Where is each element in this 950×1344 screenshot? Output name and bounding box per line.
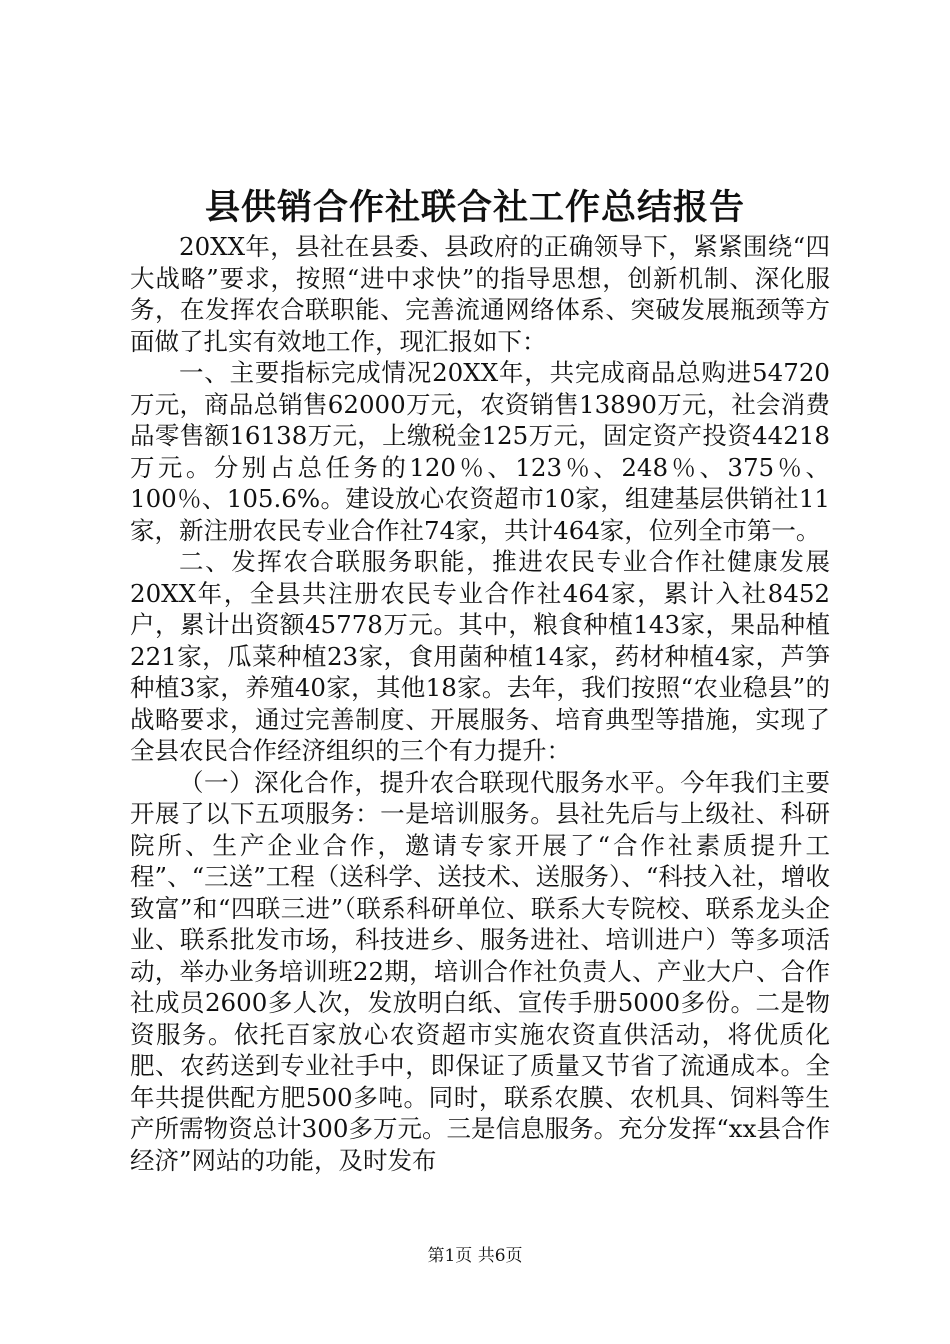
page-number-footer: 第1页 共6页	[427, 1246, 523, 1266]
document-title: 县供销合作社联合社工作总结报告	[204, 187, 745, 228]
document-body	[130, 231, 830, 1176]
paragraph-intro: 20XX年，县社在县委、县政府的正确领导下，紧紧围绕“四大战略”要求，按照“进中求快”的指导思想，创新机制、深化服务，在发挥农合联职能、完善流通网络体系、突破发展瓶颈等方面做了扎实有效地工作，现汇报如下：	[130, 232, 830, 356]
paragraph-service-improvement: （一）深化合作，提升农合联现代服务水平。今年我们主要开展了以下五项服务：一是培训服务。县社先后与上级社、科研院所、生产企业合作，邀请专家开展了“合作社素质提升工程”、“三送”工程（送科学、送技术、送服务）、“科技入社，增收致富”和“四联三进”（联系科研单位、联系大专院校、联系龙头企业、联系批发市场，科技进乡、服务进社、培训进户）等多项活动，举办业务培训班22期，培训合作社负责人、产业大户、合作社成员2600多人次，发放明白纸、宣传手册5000多份。二是物资服务。依托百家放心农资超市实施农资直供活动，将优质化肥、农药送到专业社手中，即保证了质量又节省了流通成本。全年共提供配方肥500多吨。同时，联系农膜、农机具、饲料等生产所需物资总计300多万元。三是信息服务。充分发挥“xx县合作经济”网站的功能，及时发布	[130, 767, 830, 1175]
paragraph-cooperative-development: 二、发挥农合联服务职能，推进农民专业合作社健康发展20XX年，全县共注册农民专业合作社464家，累计入社8452户，累计出资额45778万元。其中，粮食种植143家，果品种植221家，瓜菜种植23家，食用菌种植14家，药材种植4家，芦笋种植3家，养殖40家，其他18家。去年，我们按照“农业稳县”的战略要求，通过完善制度、开展服务、培育典型等措施，实现了全县农民合作经济组织的三个有力提升：	[130, 547, 830, 765]
paragraph-main-indicators: 一、主要指标完成情况20XX年，共完成商品总购进54720万元，商品总销售62000万元，农资销售13890万元，社会消费品零售额16138万元，上缴税金125万元，固定资产投资44218万元。分别占总任务的120％、123％、248％、375％、100％、105.6%。建设放心农资超市10家，组建基层供销社11家，新注册农民专业合作社74家，共计464家，位列全市第一。	[130, 358, 830, 545]
